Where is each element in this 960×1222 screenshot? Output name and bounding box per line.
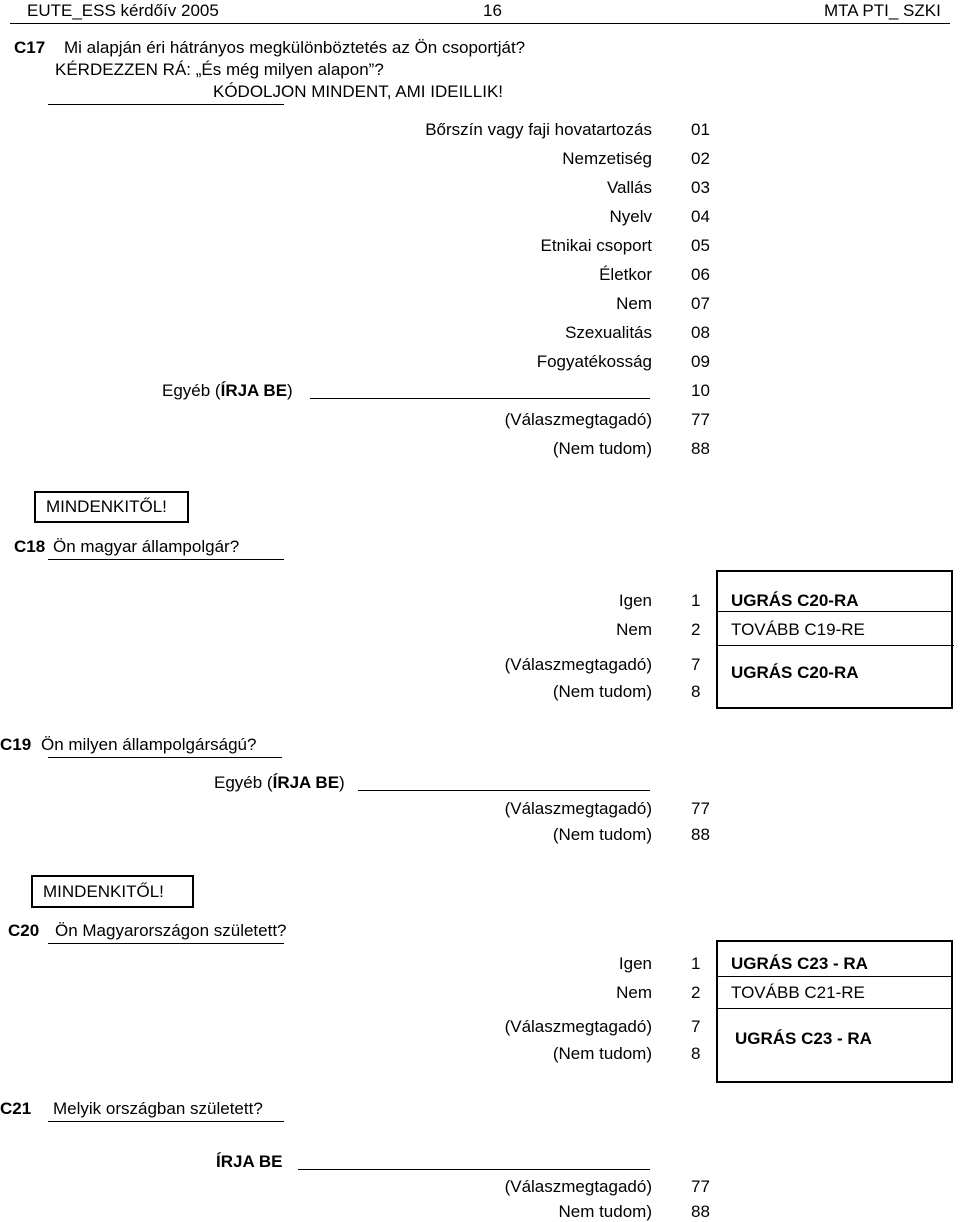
mindenkitol-label: MINDENKITŐL!: [46, 497, 167, 516]
c20-no-route: TOVÁBB C21-RE: [731, 983, 865, 1002]
c17-other-write-line[interactable]: [310, 398, 650, 399]
c17-underline: [48, 104, 284, 105]
c18-routing-divider: [716, 611, 951, 612]
mindenkitol-label: MINDENKITŐL!: [43, 882, 164, 901]
c20-routing-divider: [716, 976, 951, 977]
c17-refused-label: (Válaszmegtagadó): [504, 410, 652, 429]
c17-other-code: 10: [691, 381, 710, 400]
c20-underline: [48, 943, 284, 944]
c20-question: Ön Magyarországon született?: [55, 921, 287, 940]
c17-instruction-2: KÓDOLJON MINDENT, AMI IDEILLIK!: [213, 82, 504, 101]
c19-other-write-line[interactable]: [358, 790, 650, 791]
c21-question: Melyik országban született?: [53, 1099, 263, 1118]
option-label: Nem: [616, 294, 652, 313]
header-right: MTA PTI_ SZKI: [824, 1, 941, 20]
c18-routing-divider: [716, 645, 954, 646]
c17-refused-code: 77: [691, 410, 710, 429]
c18-no-label: Nem: [616, 620, 652, 639]
c20-routing-divider: [716, 1008, 951, 1009]
c19-code: C19: [0, 735, 32, 754]
c17-other-label: Egyéb (ÍRJA BE): [162, 381, 293, 400]
c18-dontknow-label: (Nem tudom): [552, 682, 652, 701]
c20-yes-code: 1: [691, 954, 701, 973]
c18-no-code: 2: [691, 620, 701, 639]
option-code: 05: [691, 236, 710, 255]
c20-no-code: 2: [691, 983, 701, 1002]
c20-yes-route: UGRÁS C23 - RA: [731, 954, 868, 973]
c19-other-label: Egyéb (ÍRJA BE): [214, 773, 345, 792]
option-label: Fogyatékosság: [536, 352, 652, 371]
page-number: 16: [483, 1, 502, 20]
c17-dontknow-code: 88: [691, 439, 710, 458]
c18-yes-route: UGRÁS C20-RA: [731, 591, 859, 610]
c21-underline: [48, 1121, 284, 1122]
option-code: 07: [691, 294, 710, 313]
c18-no-route: TOVÁBB C19-RE: [731, 620, 865, 639]
c17-instruction-1: KÉRDEZZEN RÁ: „És még milyen alapon”?: [55, 60, 384, 79]
c18-yes-code: 1: [691, 591, 701, 610]
c21-dontknow-label: Nem tudom): [558, 1202, 652, 1221]
header-left: EUTE_ESS kérdőív 2005: [27, 1, 219, 20]
c21-refused-label: (Válaszmegtagadó): [504, 1177, 652, 1196]
c19-question: Ön milyen állampolgárságú?: [41, 735, 257, 754]
c18-underline: [48, 559, 284, 560]
c19-dontknow-label: (Nem tudom): [552, 825, 652, 844]
c18-other-route: UGRÁS C20-RA: [731, 663, 859, 682]
c20-dontknow-label: (Nem tudom): [552, 1044, 652, 1063]
option-code: 03: [691, 178, 710, 197]
c17-question: Mi alapján éri hátrányos megkülönböztetés az Ön csoportját?: [64, 38, 526, 57]
option-label: Bőrszín vagy faji hovatartozás: [425, 120, 652, 139]
c20-refused-label: (Válaszmegtagadó): [504, 1017, 652, 1036]
c21-refused-code: 77: [691, 1177, 710, 1196]
c19-underline: [48, 757, 282, 758]
c21-write-line[interactable]: [298, 1169, 650, 1170]
c20-no-label: Nem: [616, 983, 652, 1002]
c17-dontknow-label: (Nem tudom): [552, 439, 652, 458]
c18-question: Ön magyar állampolgár?: [53, 537, 240, 556]
c18-code: C18: [14, 537, 46, 556]
header-rule: [10, 23, 950, 24]
c20-dontknow-code: 8: [691, 1044, 701, 1063]
c19-refused-label: (Válaszmegtagadó): [504, 799, 652, 818]
option-code: 08: [691, 323, 710, 342]
option-label: Életkor: [599, 265, 652, 284]
c17-code: C17: [14, 38, 46, 57]
c20-refused-code: 7: [691, 1017, 701, 1036]
option-label: Etnikai csoport: [540, 236, 652, 255]
c18-refused-label: (Válaszmegtagadó): [504, 655, 652, 674]
option-code: 09: [691, 352, 710, 371]
option-label: Vallás: [606, 178, 652, 197]
c20-code: C20: [8, 921, 40, 940]
option-code: 06: [691, 265, 710, 284]
c20-yes-label: Igen: [618, 954, 652, 973]
c18-dontknow-code: 8: [691, 682, 701, 701]
c18-refused-code: 7: [691, 655, 701, 674]
option-label: Nemzetiség: [562, 149, 652, 168]
option-label: Nyelv: [609, 207, 652, 226]
c21-dontknow-code: 88: [691, 1202, 710, 1221]
option-code: 02: [691, 149, 710, 168]
c19-dontknow-code: 88: [691, 825, 710, 844]
option-label: Szexualitás: [565, 323, 652, 342]
c19-refused-code: 77: [691, 799, 710, 818]
c20-other-route: UGRÁS C23 - RA: [735, 1029, 872, 1048]
c21-code: C21: [0, 1099, 32, 1118]
c21-write-in-label: ÍRJA BE: [216, 1152, 283, 1171]
option-code: 01: [691, 120, 710, 139]
option-code: 04: [691, 207, 710, 226]
c18-yes-label: Igen: [618, 591, 652, 610]
